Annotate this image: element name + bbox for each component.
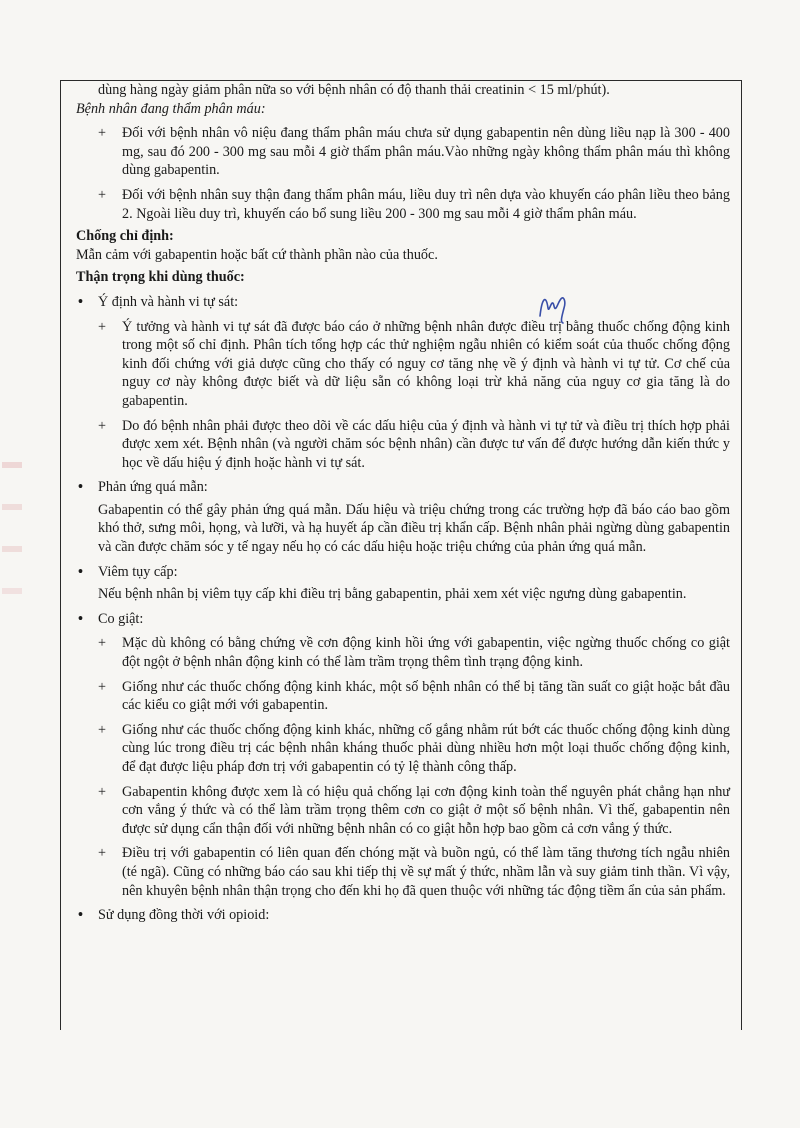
list-item: + Ý tưởng và hành vi tự sát đã được báo cáo ở những bệnh nhân được điều trị bằng thuốc chống động kinh trong một số chỉ định. Phân tích tổng hợp các thử nghiệm ngẫu nhiên có kiểm soát của thuốc chống động kinh đối chứng với giả dược cũng cho thấy có nguy cơ tăng nhẹ về ý định và hành vi tự tử. Cơ chế của nguy cơ này không được biết và dữ liệu sẵn có không loại trừ khả năng của nguy cơ gia tăng là do gabapentin. — [98, 318, 730, 409]
dialysis-title: Bệnh nhân đang thẩm phân máu: — [76, 100, 266, 117]
section-seizures: • Co giật: — [78, 610, 144, 627]
section-suicide: • Ý định và hành vi tự sát: — [78, 293, 239, 310]
precautions-heading: Thận trọng khi dùng thuốc: — [76, 269, 245, 286]
list-item: + Mặc dù không có bằng chứng về cơn động kinh hồi ứng với gabapentin, việc ngừng thuốc chống co giật đột ngột ở bệnh nhân động kinh có thể làm trầm trọng thêm tình trạng động kinh. — [98, 635, 730, 671]
section-opioid: • Sử dụng đồng thời với opioid: — [78, 907, 270, 924]
list-item: + Gabapentin không được xem là có hiệu quả chống lại cơn động kinh toàn thể nguyên phát chẳng hạn như cơn vắng ý thức và có thể làm trầm trọng thêm cơn co giật ở một số bệnh nhân. Vì thế, gabapentin nên được sử dụng cẩn thận đối với những bệnh nhân có co giật hỗn hợp bao gồm cả cơn vắng ý thức. — [98, 783, 730, 837]
list-item: + Giống như các thuốc chống động kinh khác, những cố gắng nhằm rút bớt các thuốc chống động kinh dùng cùng lúc trong điều trị các bệnh nhân kháng thuốc phải dùng nhiều hơn một loại thuốc chống động kinh, để đạt được liệu pháp đơn trị với gabapentin có tỷ lệ thành công thấp. — [98, 721, 730, 775]
stamp-mark — [2, 588, 22, 594]
list-item: + Giống như các thuốc chống động kinh khác, một số bệnh nhân có thể bị tăng tần suất co giật hoặc bắt đầu các kiểu co giật mới với gabapentin. — [98, 678, 730, 714]
stamp-mark — [2, 462, 22, 468]
list-item: + Đối với bệnh nhân suy thận đang thẩm phân máu, liều duy trì nên dựa vào khuyến cáo phân liều theo bảng 2. Ngoài liều duy trì, khuyến cáo bổ sung liều 200 - 300 mg sau mỗi 4 giờ thẩm phân máu. — [98, 186, 730, 222]
hypersensitivity-text: Gabapentin có thể gây phản ứng quá mẫn. Dấu hiệu và triệu chứng trong các trường hợp đã báo cáo bao gồm khó thở, sưng môi, họng, và lưỡi, và hạ huyết áp cần điều trị khẩn cấp. Bệnh nhân phải ngừng dùng gabapentin và cần được chăm sóc y tế ngay nếu họ có các dấu hiệu hoặc triệu chứng của phản ứng quá mẫn. — [98, 501, 730, 556]
section-pancreatitis: • Viêm tụy cấp: — [78, 563, 178, 580]
stamp-mark — [2, 546, 22, 552]
stamp-mark — [2, 504, 22, 510]
intro-line: dùng hàng ngày giảm phân nữa so với bệnh nhân có độ thanh thải creatinin < 15 ml/phút). — [98, 82, 610, 98]
pancreatitis-text: Nếu bệnh nhân bị viêm tụy cấp khi điều trị bằng gabapentin, phải xem xét việc ngưng dùng gabapentin. — [98, 586, 687, 603]
section-hypersensitivity: • Phản ứng quá mẫn: — [78, 479, 208, 496]
list-item: + Đối với bệnh nhân vô niệu đang thẩm phân máu chưa sử dụng gabapentin nên dùng liều nạp là 300 - 400 mg, sau đó 200 - 300 mg sau mỗi 4 giờ thẩm phân máu.Vào những ngày không thẩm phân máu thì không dùng gabapentin. — [98, 125, 730, 179]
contraindication-text: Mẫn cảm với gabapentin hoặc bất cứ thành phần nào của thuốc. — [76, 246, 438, 263]
list-item: + Điều trị với gabapentin có liên quan đến chóng mặt và buồn ngủ, có thể làm tăng thương tích ngẫu nhiên (té ngã). Cũng có những báo cáo sau khi tiếp thị về sự mất ý thức, nhầm lẫn và suy giảm tinh thần. Vì vậy, nên khuyên bệnh nhân thận trọng cho đến khi họ đã quen thuộc với những tác động tiềm ẩn của sản phẩm. — [98, 845, 730, 899]
contraindication-heading: Chống chỉ định: — [76, 228, 174, 245]
list-item: + Do đó bệnh nhân phải được theo dõi về các dấu hiệu của ý định và hành vi tự tử và điều trị thích hợp phải được xem xét. Bệnh nhân (và người chăm sóc bệnh nhân) cần được tư vấn để được hướng dẫn kiến thức y học về dấu hiệu ý định hoặc hành vi tự sát. — [98, 417, 730, 471]
document-body — [76, 81, 730, 925]
